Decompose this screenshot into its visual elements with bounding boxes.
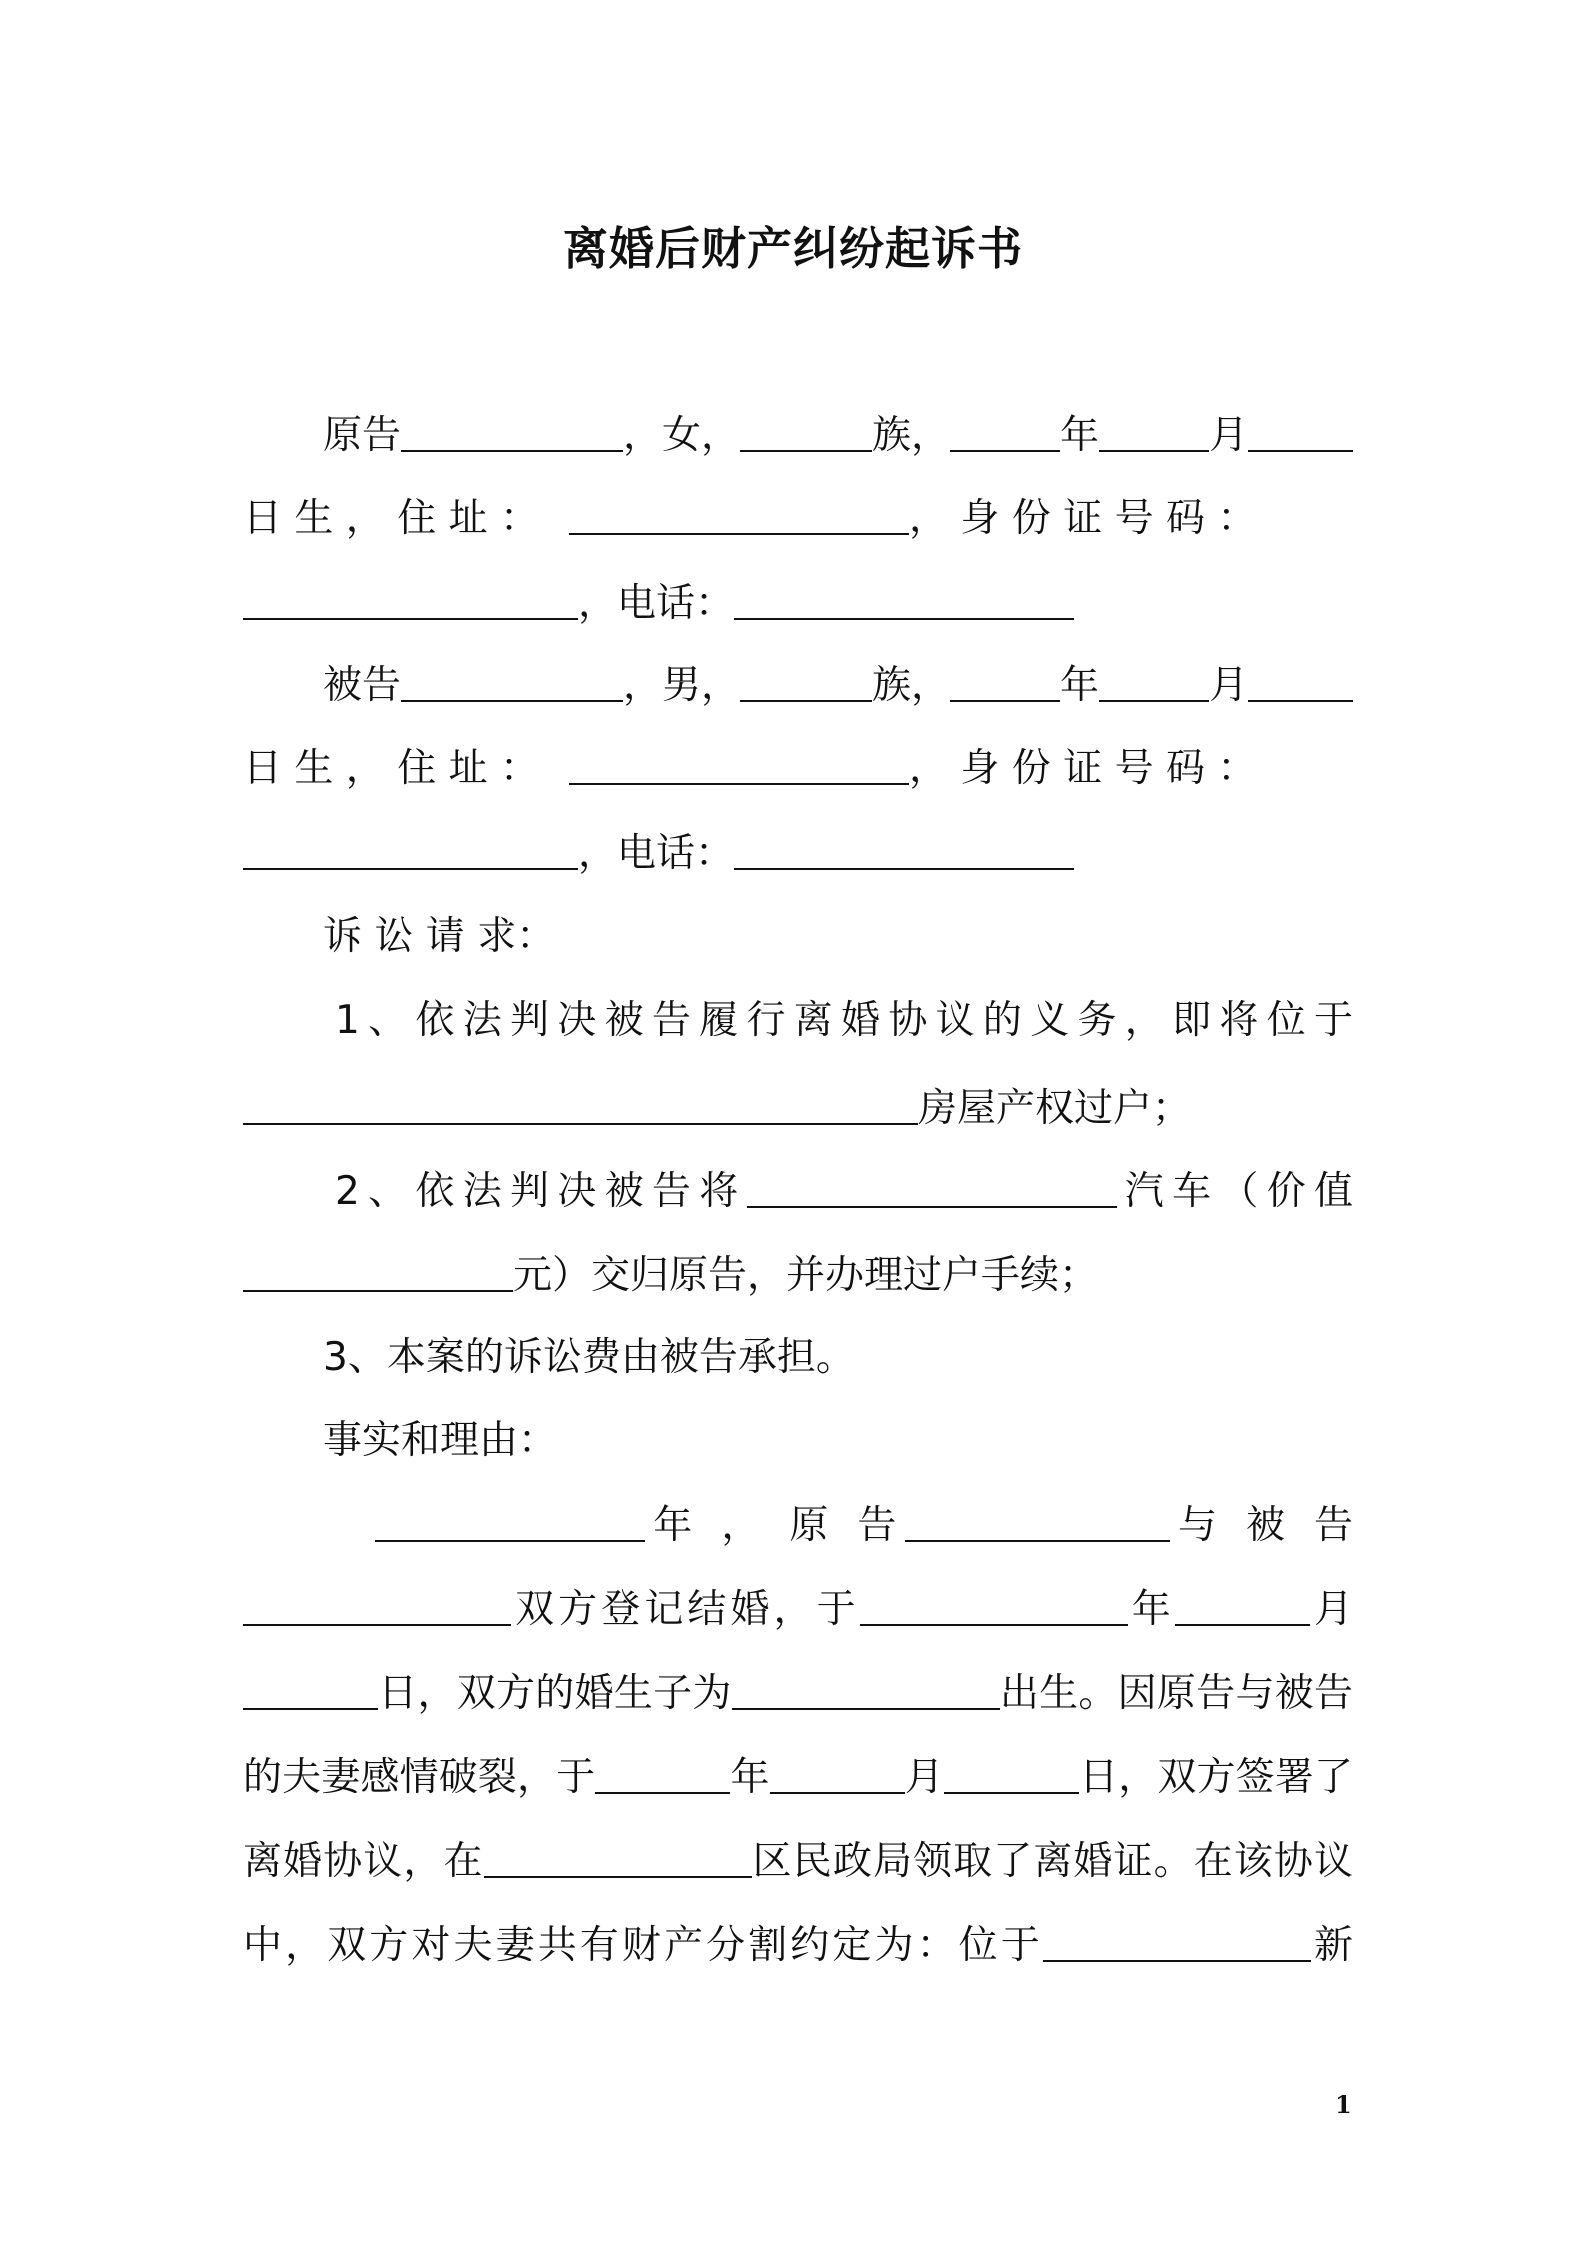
blank-defendant-ethnicity	[740, 660, 872, 702]
claim-2-line-1: 2、依法判决被告将 汽车（价值	[335, 1166, 1353, 1216]
page-number: 1	[1335, 2090, 1352, 2119]
blank-plaintiff-phone	[734, 578, 1074, 620]
facts-line-3: 日，双方的婚生子为 出生。因原告与被告	[243, 1668, 1353, 1718]
facts-line-4: 的夫妻感情破裂，于 年 月 日，双方签署了	[243, 1752, 1353, 1802]
blank-defendant-birth-day	[1248, 660, 1353, 702]
blank-separation-year	[860, 1584, 1128, 1626]
blank-agreement-day	[944, 1752, 1079, 1794]
blank-plaintiff-address	[569, 493, 909, 535]
facts-line-6: 中，双方对夫妻共有财产分割约定为：位于 新	[243, 1920, 1353, 1970]
facts-line-5: 离婚协议，在 区民政局领取了离婚证。在该协议	[243, 1836, 1353, 1886]
claim-1-line-1: 1、依法判决被告履行离婚协议的义务，即将位于	[335, 998, 1353, 1043]
defendant-line-2: 日 生 ， 住 址 ： ， 身 份 证 号 码 ：	[243, 743, 1353, 793]
blank-plaintiff-id-number	[243, 578, 578, 620]
blank-shared-property-location	[1043, 1920, 1311, 1962]
facts-line-2: 双方登记结婚，于 年 月	[243, 1584, 1353, 1634]
facts-heading: 事实和理由：	[323, 1418, 558, 1463]
blank-separation-month	[1175, 1584, 1310, 1626]
blank-defendant-name	[401, 660, 623, 702]
blank-defendant-phone	[734, 828, 1074, 870]
document-title: 离婚后财产纠纷起诉书	[562, 222, 1023, 275]
blank-vehicle	[747, 1166, 1117, 1208]
blank-marriage-year	[375, 1500, 645, 1542]
blank-property-location	[243, 1083, 918, 1125]
blank-defendant-birth-year	[950, 660, 1060, 702]
defendant-line-1: 被告 ，男， 族， 年 月	[323, 660, 1353, 710]
claim-2-line-2: 元）交归原告，并办理过户手续；	[243, 1250, 1353, 1300]
claims-heading: 诉 讼 请 求：	[323, 914, 556, 959]
blank-district	[484, 1836, 752, 1878]
blank-agreement-month	[770, 1752, 905, 1794]
blank-defendant-address	[569, 743, 909, 785]
blank-defendant-id-number	[243, 828, 578, 870]
blank-plaintiff-birth-year	[950, 410, 1060, 452]
blank-child-birth	[732, 1668, 1000, 1710]
blank-plaintiff-name-2	[905, 1500, 1170, 1542]
blank-agreement-year	[595, 1752, 730, 1794]
blank-plaintiff-birth-day	[1248, 410, 1353, 452]
blank-defendant-birth-month	[1099, 660, 1209, 702]
plaintiff-line-2: 日 生 ， 住 址 ： ， 身 份 证 号 码 ：	[243, 493, 1353, 543]
claim-1-line-2: 房屋产权过户；	[243, 1083, 1353, 1133]
blank-defendant-name-2	[243, 1584, 511, 1626]
defendant-line-3: ，电话：	[243, 828, 1353, 878]
plaintiff-line-3: ，电话：	[243, 578, 1353, 628]
plaintiff-line-1: 原告 ，女， 族， 年 月	[323, 410, 1353, 460]
blank-plaintiff-name	[401, 410, 623, 452]
facts-line-1: 年 ， 原 告 与 被 告	[375, 1500, 1353, 1550]
blank-vehicle-value	[243, 1250, 513, 1292]
blank-plaintiff-birth-month	[1099, 410, 1209, 452]
blank-separation-day	[243, 1668, 378, 1710]
blank-plaintiff-ethnicity	[740, 410, 872, 452]
claim-3: 3、本案的诉讼费由被告承担。	[323, 1335, 855, 1380]
